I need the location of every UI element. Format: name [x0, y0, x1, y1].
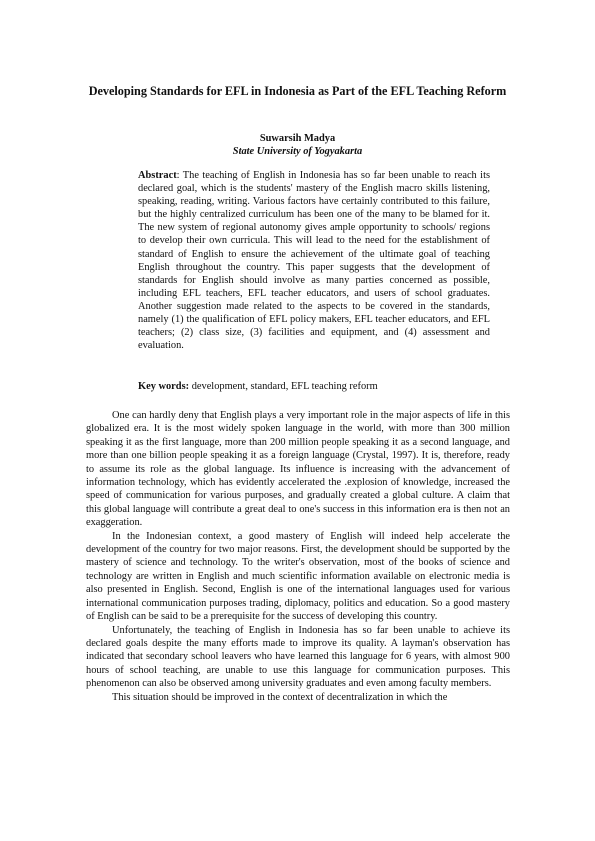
- body-paragraph: Unfortunately, the teaching of English in Indonesia has so far been unable to achieve its declared goals despite the many efforts made to improve its quality. A layman's observation has indicated that secondary school leavers who have learned this language for 6 years, with almost 900 hours of school teaching, are unable to use this language for communication purposes. This phenomenon can also be observed among university graduates and even among faculty members.: [86, 624, 510, 690]
- body-text: [86, 409, 510, 704]
- keywords: [138, 380, 498, 393]
- body-paragraph: In the Indonesian context, a good mastery of English will indeed help accelerate the development of the country for two major reasons. First, the development should be supported by the mastery of science and technology. To the writer's observation, most of the books of science and technology are written in English and much scientific information available on electronic media is also presented in English. Second, English is one of the international languages used for various international communication purposes trading, diplomacy, politics and education. So a good mastery of English can be said to be a prerequisite for the success of developing this country.: [86, 530, 510, 623]
- abstract-text: : The teaching of English in Indonesia has so far been unable to reach its declared goal, which is the students' mastery of the English macro skills listening, speaking, reading, writing. Various factors have certainly contributed to this failure, but the highly centralized curriculum has been one of the many to be blamed for it. The new system of regional autonomy gives ample opportunity to schools/ regions to develop their own curricula. This will lead to the need for the establishment of standard of English to ensure the achievement of the ultimate goal of teaching English throughout the country. This paper suggests that the development of standards for English should involve as many parties concerned as possible, including EFL teachers, EFL teacher educators, and users of school graduates. Another suggestion made related to the aspects to be covered in the standards, namely (1) the qualification of EFL policy makers, EFL teacher educators, and EFL teachers; (2) class size, (3) facilities and equipment, and (4) assessment and evaluation.: [138, 170, 490, 352]
- keywords-text: development, standard, EFL teaching reform: [189, 381, 378, 392]
- author-name: Suwarsih Madya: [259, 133, 336, 144]
- keywords-label: Key words:: [138, 381, 190, 392]
- paper-title: Developing Standards for EFL in Indonesia as Part of the EFL Teaching Reform: [88, 84, 507, 98]
- body-paragraph: This situation should be improved in the context of decentralization in which the: [112, 691, 448, 703]
- abstract: [138, 169, 490, 352]
- body-paragraph: One can hardly deny that English plays a very important role in the major aspects of life in this globalized era. It is the most widely spoken language in the world, with more than 300 million speaking it as the first language, more than 200 million people speaking it as a second language, and more than one billion people speaking it as a foreign language (Crystal, 1997). It is, therefore, ready to assume its role as the global language. Its influence is increasing with the advancement of information technology, which has evidently accelerated the .explosion of knowledge, increased the speed of communication for various purposes, and gradually created a global culture. A claim that this global language will contribute a great deal to one's success in this information era is then not an exaggeration.: [86, 410, 510, 529]
- abstract-label: Abstract: [138, 170, 177, 181]
- author-affiliation: State University of Yogyakarta: [232, 146, 363, 157]
